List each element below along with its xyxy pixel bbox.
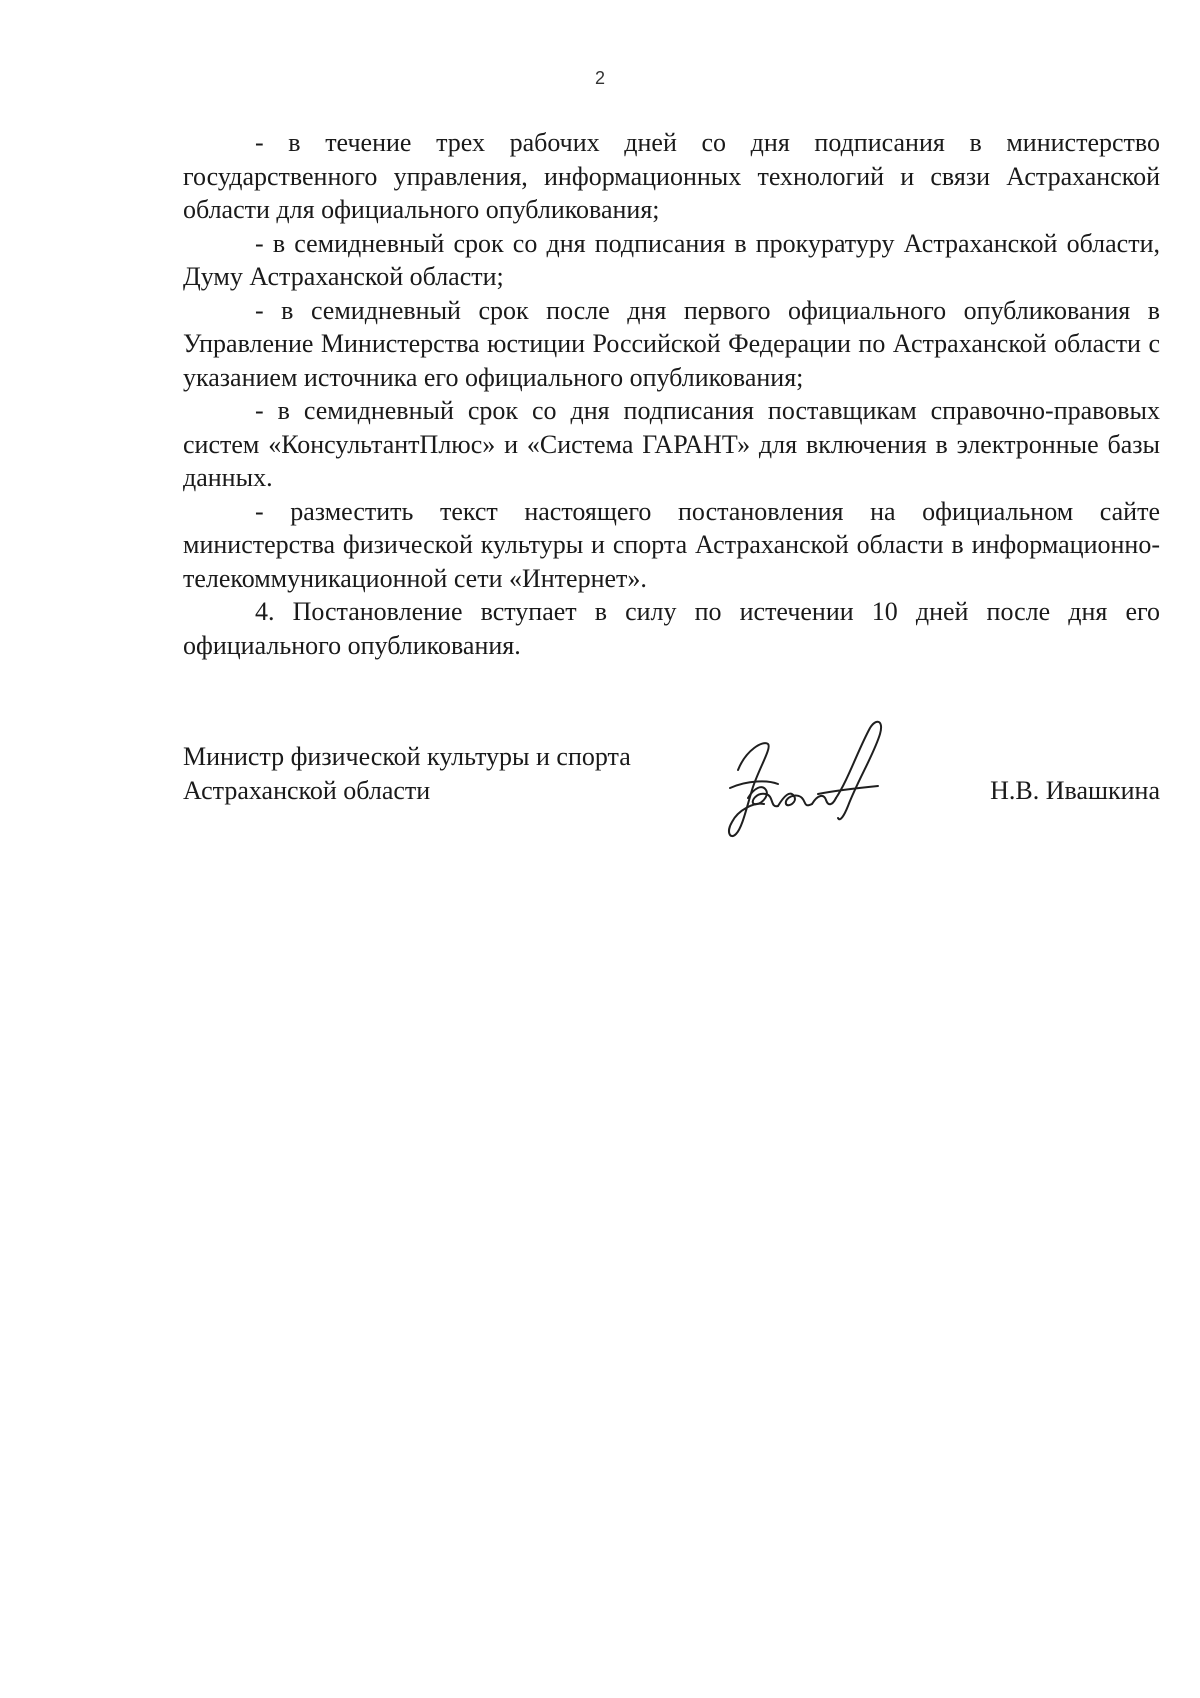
signer-title: [183, 740, 703, 807]
paragraph-publication-ministry: - в течение трех рабочих дней со дня подписания в министерство государственного управления, информационных технологий и связи Астраханской области для официального опубликования;: [183, 128, 1160, 224]
signature-block: [183, 740, 1160, 850]
paragraph-legal-systems: - в семидневный срок со дня подписания поставщикам справочно-правовых систем «КонсультантПлюс» и «Система ГАРАНТ» для включения в электронные базы данных.: [183, 396, 1160, 492]
signer-name: Н.В. Ивашкина: [990, 776, 1160, 805]
document-body: [183, 126, 1160, 662]
paragraph-ministry-of-justice: - в семидневный срок после дня первого официального опубликования в Управление Министерства юстиции Российской Федерации по Астраханской области с указанием источника его официального опубликования;: [183, 295, 1160, 392]
paragraph-entry-into-force: 4. Постановление вступает в силу по истечении 10 дней после дня его официального опубликования.: [183, 597, 1160, 660]
signer-title-line-1: Министр физической культуры и спорта: [183, 742, 631, 771]
signer-title-line-2: Астраханской области: [183, 775, 431, 805]
handwritten-signature-icon: [708, 710, 908, 850]
page-number: 2: [594, 68, 605, 88]
paragraph-website-posting: - разместить текст настоящего постановления на официальном сайте министерства физической культуры и спорта Астраханской области в информационно-телекоммуникационной сети «Интернет».: [183, 496, 1160, 593]
paragraph-prosecutor-duma: - в семидневный срок со дня подписания в прокуратуру Астраханской области, Думу Астраханской области;: [183, 228, 1160, 291]
